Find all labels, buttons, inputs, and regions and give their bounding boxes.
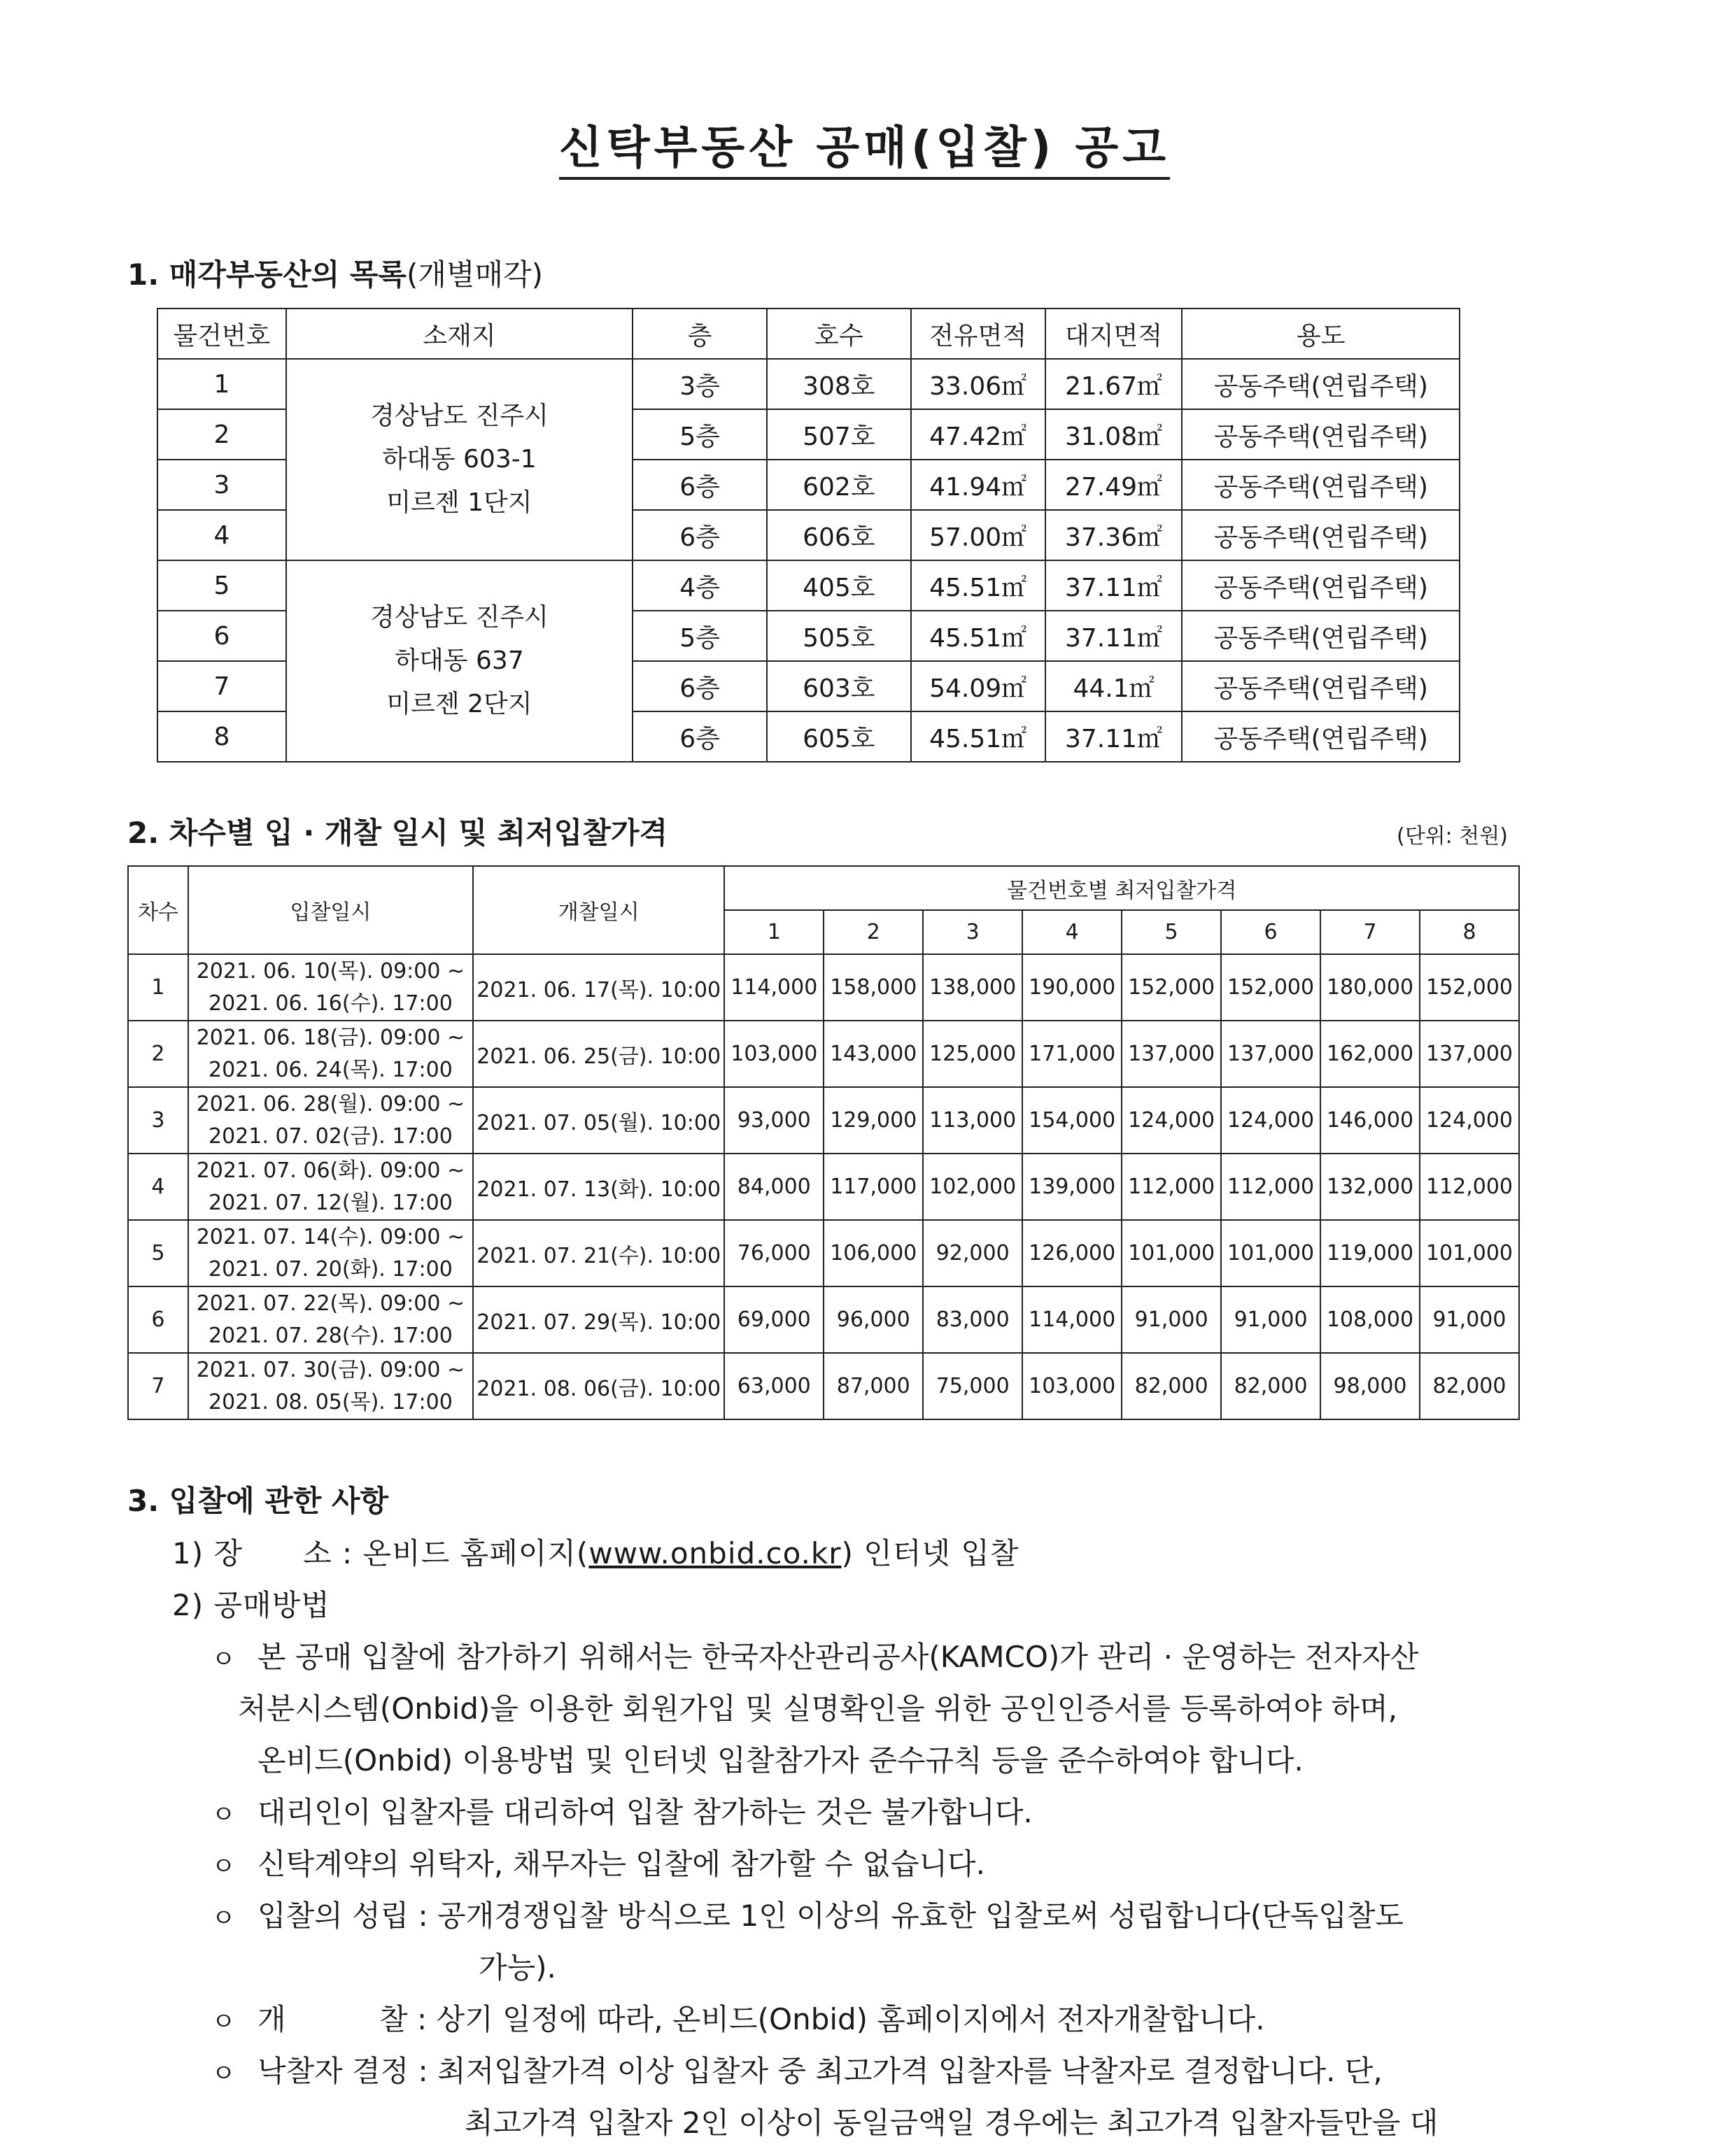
page-title: 신탁부동산 공매(입찰) 공고 [0,112,1729,176]
unit: 507호 [767,409,911,460]
floor: 4층 [633,560,767,611]
use-type: 공동주택(연립주택) [1182,661,1460,711]
unit: 603호 [767,661,911,711]
location-line: 하대동 637 [395,646,524,675]
price-cell: 112,000 [1420,1154,1519,1220]
unit: 606호 [767,510,911,560]
bullet-marker: ㅇ [211,1904,236,1933]
price-cell: 91,000 [1420,1286,1519,1353]
bullet-marker: ㅇ [211,1645,236,1674]
price-cell: 92,000 [923,1220,1022,1286]
col-header: 층 [633,308,767,359]
item-no: 8 [157,711,286,762]
price-cell: 102,000 [923,1154,1022,1220]
land-area: 21.67㎡ [1045,359,1183,409]
location-cell [286,560,633,762]
price-cell: 106,000 [824,1220,923,1286]
bullet2: 대리인이 입찰자를 대리하여 입찰 참가하는 것은 불가합니다. [257,1795,1033,1829]
floor: 6층 [633,661,767,711]
price-cell: 83,000 [923,1286,1022,1353]
use-type: 공동주택(연립주택) [1182,359,1460,409]
price-cell: 119,000 [1320,1220,1420,1286]
floor: 6층 [633,510,767,560]
price-cell: 129,000 [824,1087,923,1154]
table-row [128,1286,1519,1353]
bullet-marker: ㅇ [211,1801,236,1829]
table-row [157,359,1460,409]
price-cell: 152,000 [1420,954,1519,1021]
bullet-marker: ㅇ [211,2008,236,2036]
bid-period-cell [188,1154,473,1220]
land-area: 44.1㎡ [1045,661,1183,711]
item-no: 4 [157,510,286,560]
col-header-item: 4 [1022,910,1122,954]
floor: 5층 [633,409,767,460]
bullet4-line1: 입찰의 성립 : 공개경쟁입찰 방식으로 1인 이상의 유효한 입찰로써 성립합니다(단독입찰도 [257,1899,1404,1933]
price-cell: 139,000 [1022,1154,1122,1220]
section3-heading: 3. 입찰에 관한 사항 [127,1484,389,1518]
bullet-marker: ㅇ [211,1852,236,1881]
unit: 405호 [767,560,911,611]
bid-period-cell [188,1286,473,1353]
bid-end: 2021. 07. 02(금). 17:00 [209,1123,453,1149]
price-cell: 124,000 [1122,1087,1221,1154]
floor: 5층 [633,611,767,661]
bid-start: 2021. 06. 28(월). 09:00 ~ [196,1091,465,1116]
unit: 605호 [767,711,911,762]
open-cell: 2021. 07. 05(월). 10:00 [473,1087,724,1154]
exclusive-area: 45.51㎡ [911,611,1045,661]
exclusive-area: 45.51㎡ [911,711,1045,762]
col-header: 대지면적 [1045,308,1183,359]
table-header-row [157,308,1460,359]
price-cell: 101,000 [1221,1220,1320,1286]
location-cell [286,359,633,560]
col-header-item: 6 [1221,910,1320,954]
floor: 6층 [633,460,767,510]
open-cell: 2021. 08. 06(금). 10:00 [473,1353,724,1419]
price-cell: 82,000 [1122,1353,1221,1419]
exclusive-area: 47.42㎡ [911,409,1045,460]
price-cell: 82,000 [1221,1353,1320,1419]
item-no: 1 [157,359,286,409]
use-type: 공동주택(연립주택) [1182,560,1460,611]
price-cell: 143,000 [824,1021,923,1087]
location-line: 경상남도 진주시 [370,603,549,632]
exclusive-area: 33.06㎡ [911,359,1045,409]
item-no: 7 [157,661,286,711]
bid-period-cell [188,1021,473,1087]
col-header-bid-period: 입찰일시 [188,866,473,954]
bullet3: 신탁계약의 위탁자, 채무자는 입찰에 참가할 수 없습니다. [257,1847,985,1881]
bullet6-line2: 최고가격 입찰자 2인 이상이 동일금액일 경우에는 최고가격 입찰자들만을 대 [465,2106,1439,2140]
unit: 602호 [767,460,911,510]
bid-start: 2021. 06. 18(금). 09:00 ~ [196,1025,465,1050]
bullet-marker: ㅇ [211,2059,236,2088]
bullet1-line3: 온비드(Onbid) 이용방법 및 인터넷 입찰참가자 준수규칙 등을 준수하여야 합니다. [257,1743,1304,1778]
location-line: 미르젠 2단지 [386,690,532,718]
open-cell: 2021. 06. 17(목). 10:00 [473,954,724,1021]
price-cell: 75,000 [923,1353,1022,1419]
price-cell: 152,000 [1122,954,1221,1021]
floor: 3층 [633,359,767,409]
price-cell: 114,000 [1022,1286,1122,1353]
price-cell: 91,000 [1122,1286,1221,1353]
item1-prefix: 1) 장 소 : 온비드 홈페이지( [172,1536,589,1570]
col-header: 소재지 [286,308,633,359]
price-cell: 101,000 [1122,1220,1221,1286]
item2-method: 2) 공매방법 [172,1588,330,1622]
bid-period-cell [188,954,473,1021]
land-area: 27.49㎡ [1045,460,1183,510]
bullet1-line1: 본 공매 입찰에 참가하기 위해서는 한국자산관리공사(KAMCO)가 관리 · 운영하는 전자자산 [257,1640,1419,1674]
col-header-prices: 물건번호별 최저입찰가격 [724,866,1519,910]
exclusive-area: 57.00㎡ [911,510,1045,560]
bullet4-line2: 가능). [479,1950,556,1985]
open-cell: 2021. 07. 21(수). 10:00 [473,1220,724,1286]
open-cell: 2021. 07. 29(목). 10:00 [473,1286,724,1353]
bid-period-cell [188,1087,473,1154]
price-cell: 180,000 [1320,954,1420,1021]
bid-start: 2021. 07. 22(목). 09:00 ~ [196,1291,465,1316]
bullet1-line2: 처분시스템(Onbid)을 이용한 회원가입 및 실명확인을 위한 공인인증서를 등록하여야 하며, [238,1692,1398,1726]
round-cell: 3 [128,1087,188,1154]
price-cell: 96,000 [824,1286,923,1353]
col-header: 물건번호 [157,308,286,359]
use-type: 공동주택(연립주택) [1182,711,1460,762]
table-header-row [128,866,1519,910]
price-cell: 84,000 [724,1154,824,1220]
open-cell: 2021. 07. 13(화). 10:00 [473,1154,724,1220]
price-cell: 101,000 [1420,1220,1519,1286]
location-line: 미르젠 1단지 [386,488,532,517]
use-type: 공동주택(연립주택) [1182,611,1460,661]
price-cell: 125,000 [923,1021,1022,1087]
price-cell: 76,000 [724,1220,824,1286]
item-no: 5 [157,560,286,611]
use-type: 공동주택(연립주택) [1182,510,1460,560]
price-cell: 98,000 [1320,1353,1420,1419]
price-cell: 137,000 [1122,1021,1221,1087]
land-area: 37.11㎡ [1045,611,1183,661]
round-cell: 1 [128,954,188,1021]
land-area: 37.11㎡ [1045,560,1183,611]
price-cell: 108,000 [1320,1286,1420,1353]
price-cell: 124,000 [1221,1087,1320,1154]
col-header-item: 5 [1122,910,1221,954]
col-header-item: 3 [923,910,1022,954]
exclusive-area: 54.09㎡ [911,661,1045,711]
price-cell: 113,000 [923,1087,1022,1154]
price-cell: 103,000 [724,1021,824,1087]
price-cell: 124,000 [1420,1087,1519,1154]
location-line: 하대동 603-1 [382,445,537,474]
col-header: 용도 [1182,308,1460,359]
unit: 308호 [767,359,911,409]
bullet5: 개 찰 : 상기 일정에 따라, 온비드(Onbid) 홈페이지에서 전자개찰합니다. [257,2002,1265,2036]
bid-start: 2021. 06. 10(목). 09:00 ~ [196,958,465,984]
col-header: 전유면적 [911,308,1045,359]
price-cell: 112,000 [1221,1154,1320,1220]
price-cell: 91,000 [1221,1286,1320,1353]
round-cell: 6 [128,1286,188,1353]
col-header-item: 8 [1420,910,1519,954]
price-cell: 112,000 [1122,1154,1221,1220]
land-area: 37.11㎡ [1045,711,1183,762]
floor: 6층 [633,711,767,762]
price-cell: 154,000 [1022,1087,1122,1154]
property-list-table [157,308,1460,763]
price-cell: 132,000 [1320,1154,1420,1220]
item1-location [172,1531,1019,1573]
col-header-open: 개찰일시 [473,866,724,954]
price-cell: 114,000 [724,954,824,1021]
table-row [157,560,1460,611]
open-cell: 2021. 06. 25(금). 10:00 [473,1021,724,1087]
price-cell: 162,000 [1320,1021,1420,1087]
price-cell: 152,000 [1221,954,1320,1021]
table-row [128,1021,1519,1087]
price-cell: 87,000 [824,1353,923,1419]
table-row [128,954,1519,1021]
item-no: 2 [157,409,286,460]
bid-schedule-table [127,865,1520,1420]
exclusive-area: 45.51㎡ [911,560,1045,611]
round-cell: 5 [128,1220,188,1286]
price-cell: 138,000 [923,954,1022,1021]
section1-heading: 1. 매각부동산의 목록(개별매각) [127,257,544,292]
price-cell: 171,000 [1022,1021,1122,1087]
location-line: 경상남도 진주시 [370,402,549,430]
unit: 505호 [767,611,911,661]
item1-suffix: ) 인터넷 입찰 [841,1536,1019,1570]
price-cell: 117,000 [824,1154,923,1220]
col-header-item: 1 [724,910,824,954]
price-cell: 69,000 [724,1286,824,1353]
price-cell: 137,000 [1221,1021,1320,1087]
land-area: 31.08㎡ [1045,409,1183,460]
bullet6-line1: 낙찰자 결정 : 최저입찰가격 이상 입찰자 중 최고가격 입찰자를 낙찰자로 결정합니다. 단, [257,2054,1383,2088]
bid-end: 2021. 07. 20(화). 17:00 [209,1256,453,1282]
table-row [128,1220,1519,1286]
bid-end: 2021. 06. 16(수). 17:00 [209,991,453,1016]
item-no: 3 [157,460,286,510]
price-cell: 146,000 [1320,1087,1420,1154]
unit-note: (단위: 천원) [1397,824,1508,849]
bid-start: 2021. 07. 14(수). 09:00 ~ [196,1224,465,1249]
use-type: 공동주택(연립주택) [1182,460,1460,510]
bid-start: 2021. 07. 06(화). 09:00 ~ [196,1158,465,1183]
use-type: 공동주택(연립주택) [1182,409,1460,460]
bid-start: 2021. 07. 30(금). 09:00 ~ [196,1357,465,1382]
col-header: 호수 [767,308,911,359]
bid-end: 2021. 06. 24(목). 17:00 [209,1057,453,1082]
bid-end: 2021. 07. 12(월). 17:00 [209,1190,453,1215]
price-cell: 158,000 [824,954,923,1021]
round-cell: 2 [128,1021,188,1087]
col-header-item: 2 [824,910,923,954]
table-row [128,1353,1519,1419]
bid-period-cell [188,1353,473,1419]
price-cell: 126,000 [1022,1220,1122,1286]
bid-end: 2021. 08. 05(목). 17:00 [209,1389,453,1414]
round-cell: 7 [128,1353,188,1419]
price-cell: 82,000 [1420,1353,1519,1419]
bid-period-cell [188,1220,473,1286]
exclusive-area: 41.94㎡ [911,460,1045,510]
price-cell: 103,000 [1022,1353,1122,1419]
table-row [128,1087,1519,1154]
col-header-item: 7 [1320,910,1420,954]
price-cell: 137,000 [1420,1021,1519,1087]
price-cell: 190,000 [1022,954,1122,1021]
land-area: 37.36㎡ [1045,510,1183,560]
table-row [128,1154,1519,1220]
section2-heading: 2. 차수별 입 · 개찰 일시 및 최저입찰가격 [127,816,668,850]
onbid-link[interactable]: www.onbid.co.kr [588,1536,842,1570]
bid-end: 2021. 07. 28(수). 17:00 [209,1323,453,1348]
item-no: 6 [157,611,286,661]
price-cell: 63,000 [724,1353,824,1419]
col-header-round: 차수 [128,866,188,954]
round-cell: 4 [128,1154,188,1220]
price-cell: 93,000 [724,1087,824,1154]
